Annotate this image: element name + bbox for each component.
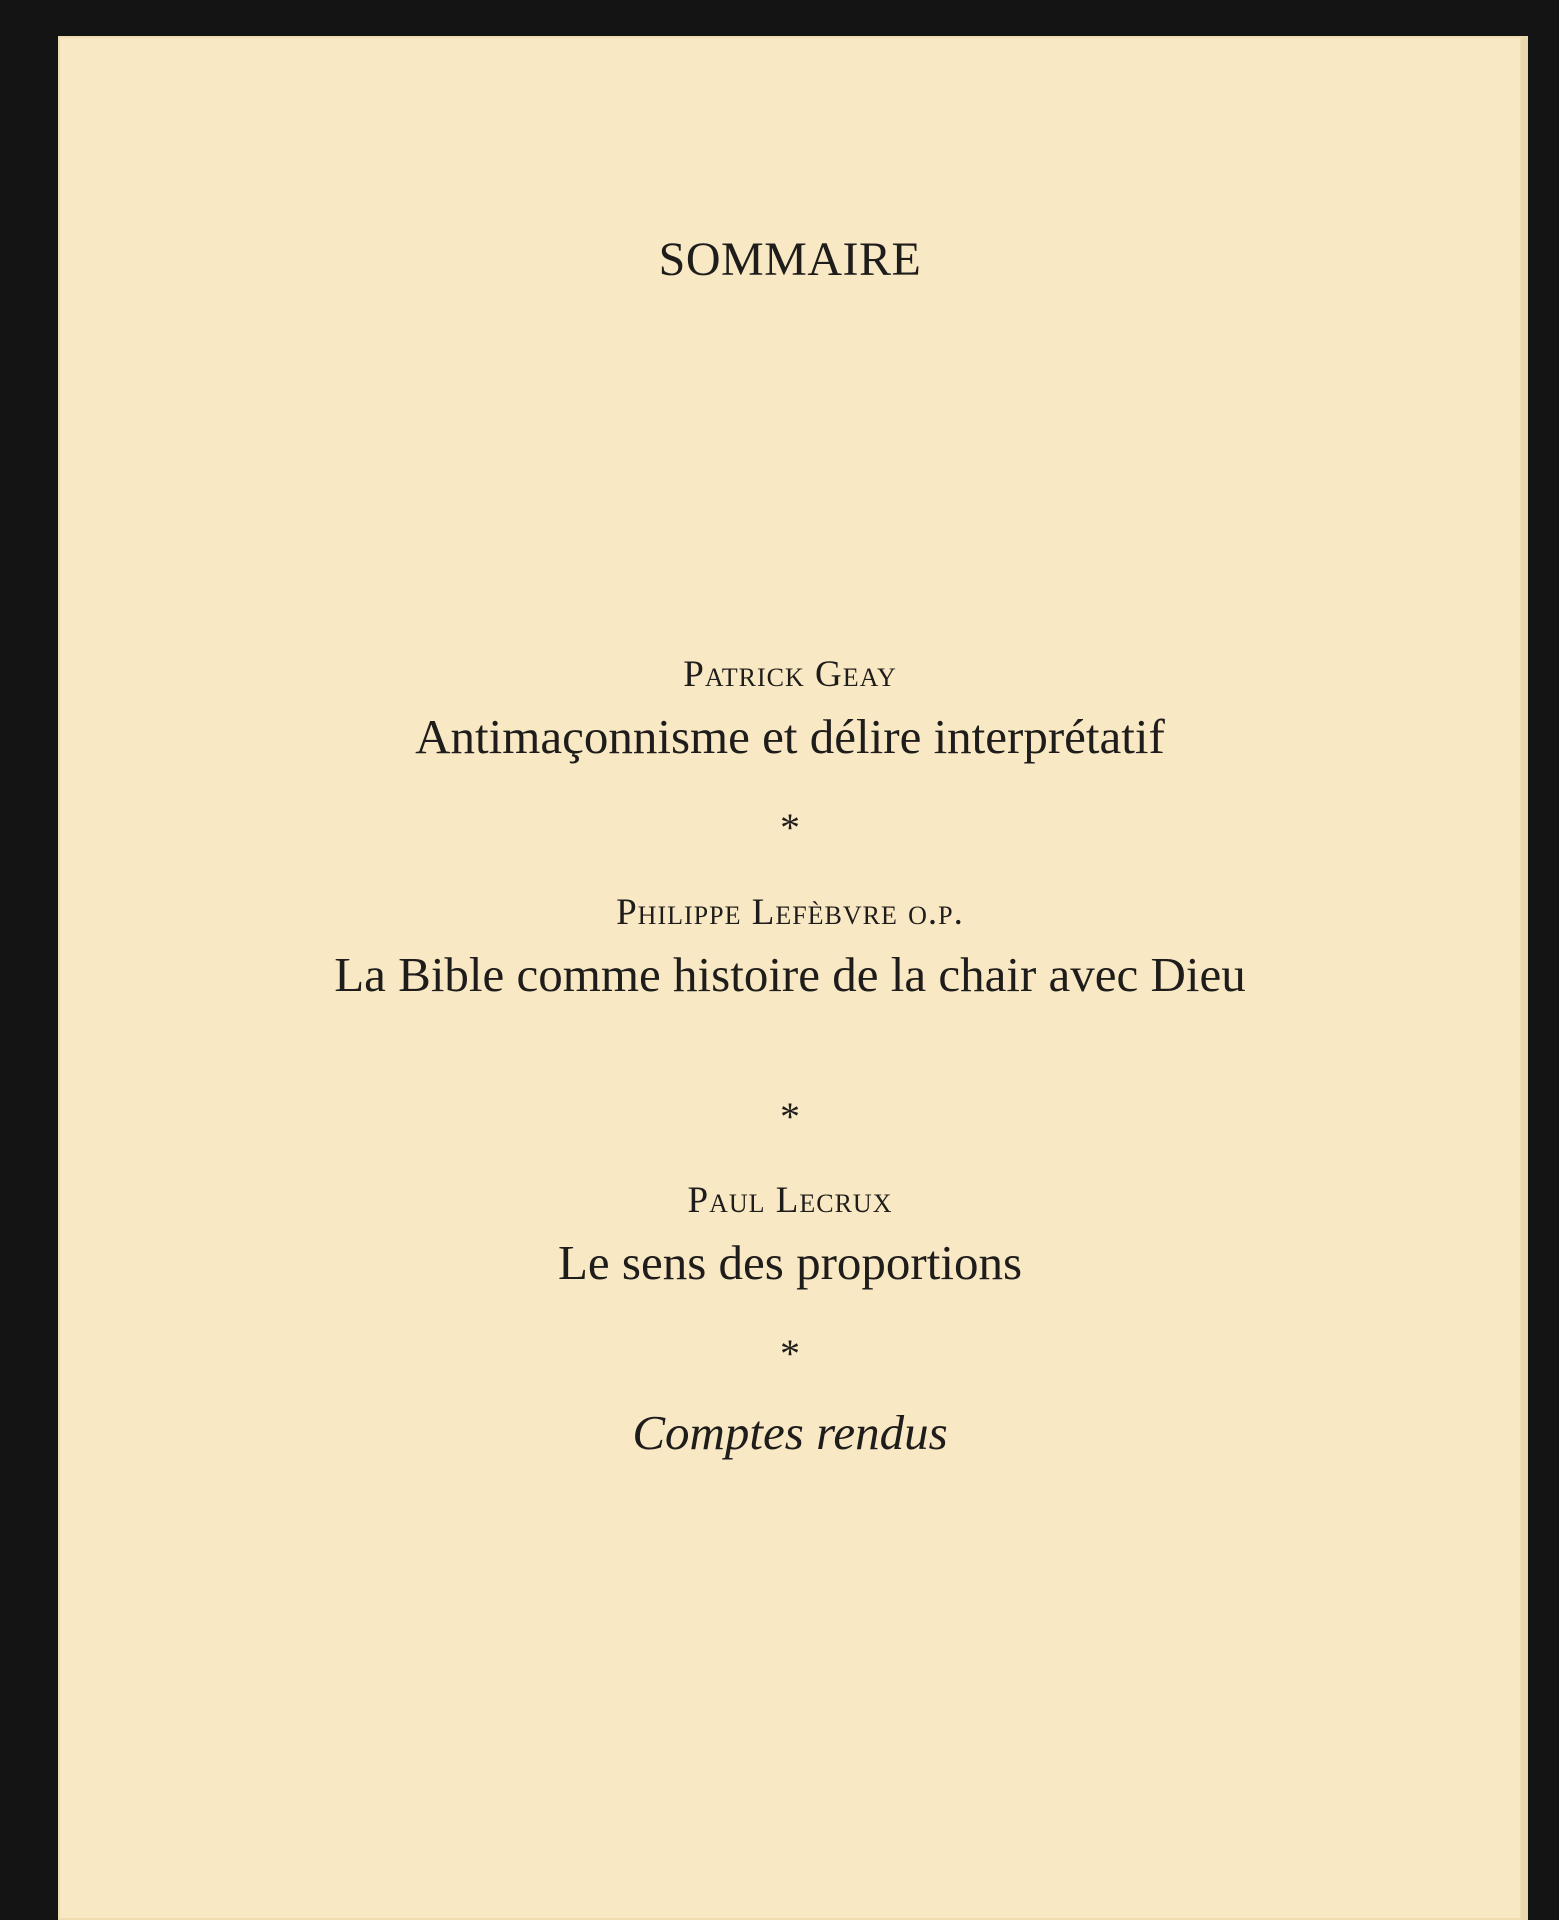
entry-author: Paul Lecrux [687,1180,893,1221]
entry-author: Philippe Lefèbvre o.p. [616,892,964,933]
separator-asterisk: * [780,1331,800,1376]
contents-entry [58,892,1522,1000]
entry-title: Le sens des proportions [557,1234,1023,1290]
reviews-heading: Comptes rendus [632,1405,948,1460]
entry-title: La Bible comme histoire de la chair avec Dieu [334,946,1246,1002]
contents-entry [58,1180,1522,1288]
page-edge [1522,36,1528,1920]
separator-asterisk: * [780,1094,800,1139]
entry-author: Patrick Geay [683,654,897,695]
contents-title: SOMMAIRE [658,233,922,286]
separator-asterisk: * [780,805,800,850]
entry-title: Antimaçonnisme et délire interprétatif [415,708,1165,764]
contents-entry [58,654,1522,762]
page-sheet [58,36,1522,1920]
